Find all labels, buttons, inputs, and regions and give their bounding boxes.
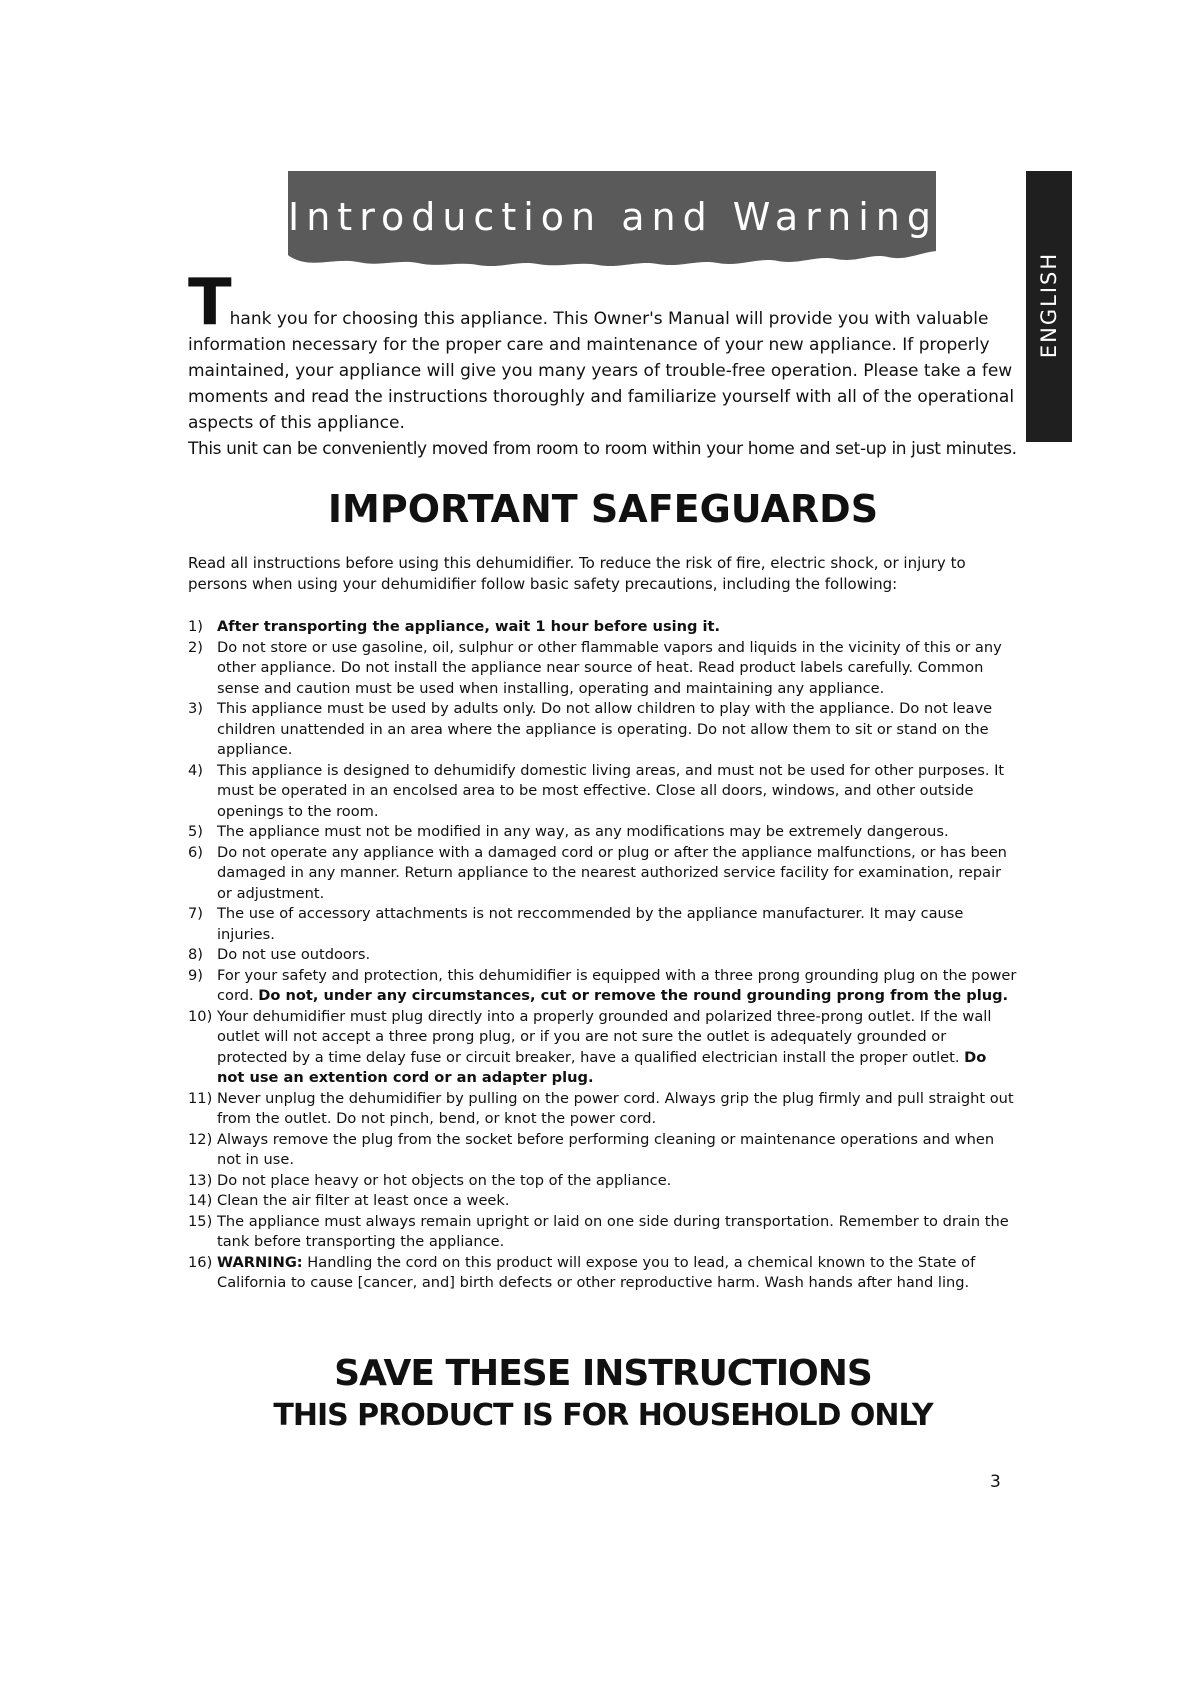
list-item <box>188 1130 1018 1171</box>
list-item-text: This appliance is designed to dehumidify domestic living areas, and must not be used for other purposes. It must be operated in an encolsed area to be most effective. Close all doors, windows, and other outside openings to the room. <box>217 761 1005 820</box>
list-item-number: 11) <box>188 1089 213 1107</box>
list-item-number: 8) <box>188 946 203 963</box>
list-item-number: 14) <box>188 1192 213 1209</box>
list-item-text: Do not place heavy or hot objects on the top of the appliance. <box>217 1171 672 1189</box>
list-item <box>188 904 1018 945</box>
list-item <box>188 1253 1018 1294</box>
list-item <box>188 1191 1018 1212</box>
list-item <box>188 1089 1018 1130</box>
list-item-number: 7) <box>188 905 203 922</box>
safeguards-heading: IMPORTANT SAFEGUARDS <box>327 487 879 531</box>
list-item-number: 12) <box>188 1130 213 1148</box>
list-item <box>188 945 1018 966</box>
list-item-number: 13) <box>188 1171 213 1189</box>
list-item-number: 15) <box>188 1212 213 1230</box>
list-item-number: 5) <box>188 823 203 840</box>
list-item-number: 6) <box>188 843 203 861</box>
language-label: ENGLISH <box>1037 251 1061 359</box>
list-item-text: Never unplug the dehumidifier by pulling on the power cord. Always grip the plug firmly and pull straight out from the outlet. Do not pinch, bend, or knot the power cord. <box>217 1089 1014 1127</box>
safeguards-preamble: Read all instructions before using this dehumidifier. To reduce the risk of fire, electric shock, or injury to persons when using your dehumidifier follow basic safety precautions, including the following: <box>188 554 966 593</box>
list-item-text: Always remove the plug from the socket before performing cleaning or maintenance operations and when not in use. <box>217 1130 995 1168</box>
list-item-bold-text: Do not use an extention cord or an adapter plug. <box>217 1048 987 1086</box>
list-item-number: 9) <box>188 966 203 984</box>
list-item-number: 3) <box>188 700 203 717</box>
list-item-text: The use of accessory attachments is not reccommended by the appliance manufacturer. It may cause injuries. <box>217 905 964 943</box>
list-item <box>188 1171 1018 1192</box>
save-instructions-heading: SAVE THESE INSTRUCTIONS <box>334 1353 872 1394</box>
safeguards-list <box>188 617 1018 1294</box>
list-item <box>188 699 1018 761</box>
list-item-text: Handling the cord on this product will expose you to lead, a chemical known to the State of California to cause [cancer, and] birth defects or other reproductive harm. Wash hands after hand ling. <box>217 1253 976 1291</box>
list-item-text: Do not use outdoors. <box>217 946 371 963</box>
list-item-number: 2) <box>188 638 203 656</box>
list-item-number: 16) <box>188 1253 213 1271</box>
list-item-text: The appliance must not be modified in any way, as any modifications may be extremely dangerous. <box>217 823 949 840</box>
list-item-number: 10) <box>188 1007 213 1025</box>
list-item-bold-text: Do not, under any circumstances, cut or remove the round grounding prong from the plug. <box>258 987 1009 1004</box>
drop-cap: T <box>188 266 230 340</box>
list-item <box>188 966 1018 1007</box>
intro-line-2: This unit can be conveniently moved from room to room within your home and set-up in just minutes. <box>188 439 1017 459</box>
list-item <box>188 638 1018 700</box>
intro-paragraph-body: hank you for choosing this appliance. This Owner's Manual will provide you with valuable information necessary for the proper care and maintenance of your new appliance. If properly maintained, your appliance will give you many years of trouble-free operation. Please take a few moments and read the instructions thoroughly and familiarize yourself with all of the operational aspects of this appliance. <box>188 309 1015 433</box>
list-item-text: Do not operate any appliance with a damaged cord or plug or after the appliance malfunctions, or has been damaged in any manner. Return appliance to the nearest authorized service facility for examination, repair or adjustment. <box>217 843 1007 902</box>
list-item <box>188 1007 1018 1089</box>
household-only-heading: THIS PRODUCT IS FOR HOUSEHOLD ONLY <box>273 1398 933 1433</box>
list-item-number: 1) <box>188 618 203 635</box>
page-title: Introduction and Warning <box>288 195 938 239</box>
language-tab <box>1026 171 1072 442</box>
list-item <box>188 761 1018 823</box>
intro-text <box>188 266 1018 462</box>
list-item-text: Clean the air filter at least once a week. <box>217 1192 510 1209</box>
list-item-text: Do not store or use gasoline, oil, sulphur or other flammable vapors and liquids in the vicinity of this or any other appliance. Do not install the appliance near source of heat. Read product labels carefully. Common sense and caution must be used when installing, operating and maintaining any appliance. <box>217 638 1002 697</box>
list-item <box>188 617 1018 638</box>
section-banner <box>288 171 936 269</box>
list-item-text: Your dehumidifier must plug directly into a properly grounded and polarized three-prong outlet. If the wall outlet will not accept a three prong plug, or if you are not sure the outlet is adequately grounded or protected by a time delay fuse or circuit breaker, have a qualified electrician install the proper outlet. <box>217 1007 992 1066</box>
list-item-bold-text: After transporting the appliance, wait 1 hour before using it. <box>217 618 721 635</box>
list-item-text: This appliance must be used by adults only. Do not allow children to play with the appliance. Do not leave children unattended in an area where the appliance is operating. Do not allow them to sit or stand on the appliance. <box>217 700 993 758</box>
list-item-number: 4) <box>188 761 203 779</box>
list-item-bold-text: WARNING: <box>217 1253 303 1271</box>
list-item <box>188 1212 1018 1253</box>
page-number: 3 <box>990 1472 1001 1492</box>
list-item <box>188 843 1018 905</box>
list-item <box>188 822 1018 843</box>
list-item-text: The appliance must always remain upright or laid on one side during transportation. Remember to drain the tank before transporting the appliance. <box>217 1212 1009 1250</box>
list-item-text: For your safety and protection, this dehumidifier is equipped with a three prong grounding plug on the power cord. <box>217 966 1017 1004</box>
intro-paragraph <box>188 266 1018 436</box>
